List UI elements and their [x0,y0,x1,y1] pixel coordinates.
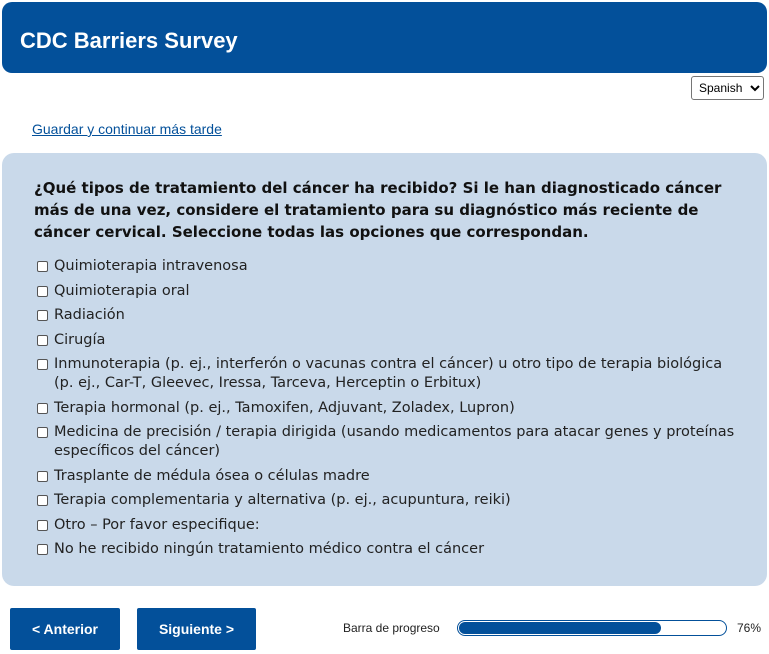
option-label: Quimioterapia intravenosa [54,258,248,274]
option-label: Inmunoterapia (p. ej., interferón o vacunas contra el cáncer) u otro tipo de terapia biológica (p. ej., Car-T, Gleevec, Iressa, Tarceva, Herceptin o Erbitux) [54,356,723,391]
checkbox[interactable] [37,261,48,272]
checkbox[interactable] [37,471,48,482]
option-label: Terapia complementaria y alternativa (p. ej., acupuntura, reiki) [54,492,511,508]
option-label: Medicina de precisión / terapia dirigida (usando medicamentos para atacar genes y proteínas específicos del cáncer) [54,424,735,459]
option-radiation[interactable] [34,306,744,325]
option-label: No he recibido ningún tratamiento médico contra el cáncer [54,541,485,557]
option-none[interactable] [34,540,744,559]
options-list [34,257,744,565]
survey-title: CDC Barriers Survey [20,28,238,53]
checkbox[interactable] [37,427,48,438]
survey-header [2,2,767,73]
save-continue-later-link[interactable]: Guardar y continuar más tarde [32,121,222,137]
option-transplant[interactable] [34,467,744,486]
option-precision-medicine[interactable] [34,423,744,461]
next-button[interactable]: Siguiente > [137,608,256,650]
option-hormonal[interactable] [34,399,744,418]
progress-bar-fill [459,622,661,634]
checkbox[interactable] [37,359,48,370]
checkbox[interactable] [37,403,48,414]
option-complementary[interactable] [34,491,744,510]
question-text: ¿Qué tipos de tratamiento del cáncer ha recibido? Si le han diagnosticado cáncer más de una vez, considere el tratamiento para su diagnóstico más reciente de cáncer cervical. Seleccione todas las opciones que correspondan. [34,179,722,241]
option-other[interactable] [34,516,744,535]
option-label: Otro – Por favor especifique: [54,516,260,533]
progress-bar [457,620,727,636]
checkbox[interactable] [37,544,48,555]
option-label: Trasplante de médula ósea o células madre [54,467,370,484]
checkbox[interactable] [37,286,48,297]
option-label: Quimioterapia oral [54,282,190,299]
option-label: Terapia hormonal (p. ej., Tamoxifen, Adjuvant, Zoladex, Lupron) [54,399,515,416]
checkbox[interactable] [37,495,48,506]
previous-button[interactable]: < Anterior [10,608,120,650]
option-immunotherapy[interactable] [34,355,744,393]
progress-percent: 76% [737,621,762,635]
question-panel [2,153,767,586]
progress-label: Barra de progreso [343,621,440,635]
checkbox[interactable] [37,310,48,321]
language-select[interactable] [691,76,764,100]
option-iv-chemo[interactable] [34,257,744,276]
option-surgery[interactable] [34,331,744,350]
checkbox[interactable] [37,335,48,346]
option-label: Cirugía [54,331,106,348]
checkbox[interactable] [37,520,48,531]
option-label: Radiación [54,307,125,323]
option-oral-chemo[interactable] [34,282,744,301]
